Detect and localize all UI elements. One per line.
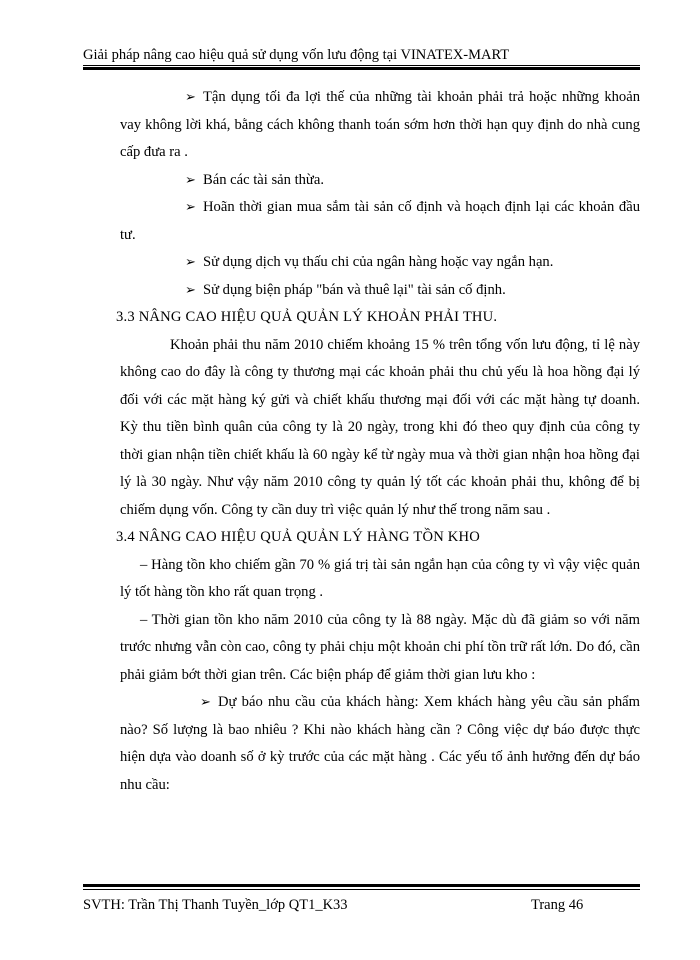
section-heading-3-4: 3.4 NÂNG CAO HIỆU QUẢ QUẢN LÝ HÀNG TỒN KHO [116,529,481,545]
bullet-text: Sử dụng biện pháp "bán và thuê lại" tài sản cố định. [203,281,506,298]
bullet-item [120,249,640,277]
page-header [83,47,640,63]
footer-rule-thick [83,884,640,887]
document-body [116,84,640,799]
arrowhead-bullet-icon: ➢ [185,200,196,215]
header-rule-thin [83,65,640,66]
arrowhead-bullet-icon: ➢ [185,172,196,188]
bullet-text: Hoãn thời gian mua sắm tài sản cố định và hoạch định lại các khoản đầu tư. [120,199,640,243]
arrowhead-bullet-icon: ➢ [185,90,196,105]
bullet-item [120,277,640,305]
bullet-text: Sử dụng dịch vụ thấu chi của ngân hàng hoặc vay ngắn hạn. [203,254,554,270]
footer-page-number: Trang 46 [531,897,584,913]
header-title: Giải pháp nâng cao hiệu quả sử dụng vốn lưu động tại VINATEX-MART [83,47,510,63]
section-3-4-dash-item-1: – Hàng tồn kho chiếm gần 70 % giá trị tài sản ngắn hạn của công ty vì vậy việc quản lý tốt hàng tồn kho rất quan trọng . [120,556,640,600]
footer-author: SVTH: Trần Thị Thanh Tuyền_lớp QT1_K33 [83,897,348,913]
footer-rule-thin [83,889,640,890]
bullet-text: Bán các tài sản thừa. [203,171,324,188]
bullet-item [120,84,640,167]
section-3-4-dash-item-2: – Thời gian tồn kho năm 2010 của công ty là 88 ngày. Mặc dù đã giảm so với năm trước nhưng vẫn còn cao, công ty phải chịu một khoản chi phí tồn trữ rất lớn. Do đó, cần phải giảm bớt thời gian trên. Các biện pháp để giảm thời gian lưu kho : [120,611,640,683]
bullet-text: Dự báo nhu cầu của khách hàng: Xem khách hàng yêu cầu sản phẩm nào? Số lượng là bao nhiêu ? Khi nào khách hàng cần ? Công việc dự báo được thực hiện dựa vào doanh số ở kỳ trước của các mặt hàng . Các yếu tố ảnh hưởng đến dự báo nhu cầu: [120,694,640,793]
arrowhead-bullet-icon: ➢ [185,255,196,270]
arrowhead-bullet-icon: ➢ [185,282,196,298]
bullet-item [120,194,640,249]
bullet-item [120,689,640,799]
bullet-text: Tận dụng tối đa lợi thế của những tài khoản phải trả hoặc những khoản vay không lời khá, bằng cách không thanh toán sớm hơn thời hạn quy định do nhà cung cấp đưa ra . [120,89,640,160]
arrowhead-bullet-icon: ➢ [200,695,211,710]
section-heading-3-3: 3.3 NÂNG CAO HIỆU QUẢ QUẢN LÝ KHOẢN PHẢI THU. [116,309,498,325]
header-rule-thick [83,67,640,70]
section-3-3-paragraph: Khoản phải thu năm 2010 chiếm khoảng 15 % trên tổng vốn lưu động, tỉ lệ này không cao do đây là công ty thương mại các khoản phải thu chủ yếu là hoa hồng đại lý đối với các mặt hàng ký gửi và chiết khấu thương mại đối với các mặt hàng tự doanh. Kỳ thu tiền bình quân của công ty là 20 ngày, trong khi đó theo quy định của công ty thời gian nhận tiền chiết khấu là 60 ngày kể từ ngày mua và thời gian nhận hoa hồng đại lý là 30 ngày. Như vậy năm 2010 công ty quản lý tốt các khoản phải thu, không để bị chiếm dụng vốn. Công ty cần duy trì việc quản lý như thế trong năm sau . [120,336,640,518]
bullet-item [120,167,640,195]
